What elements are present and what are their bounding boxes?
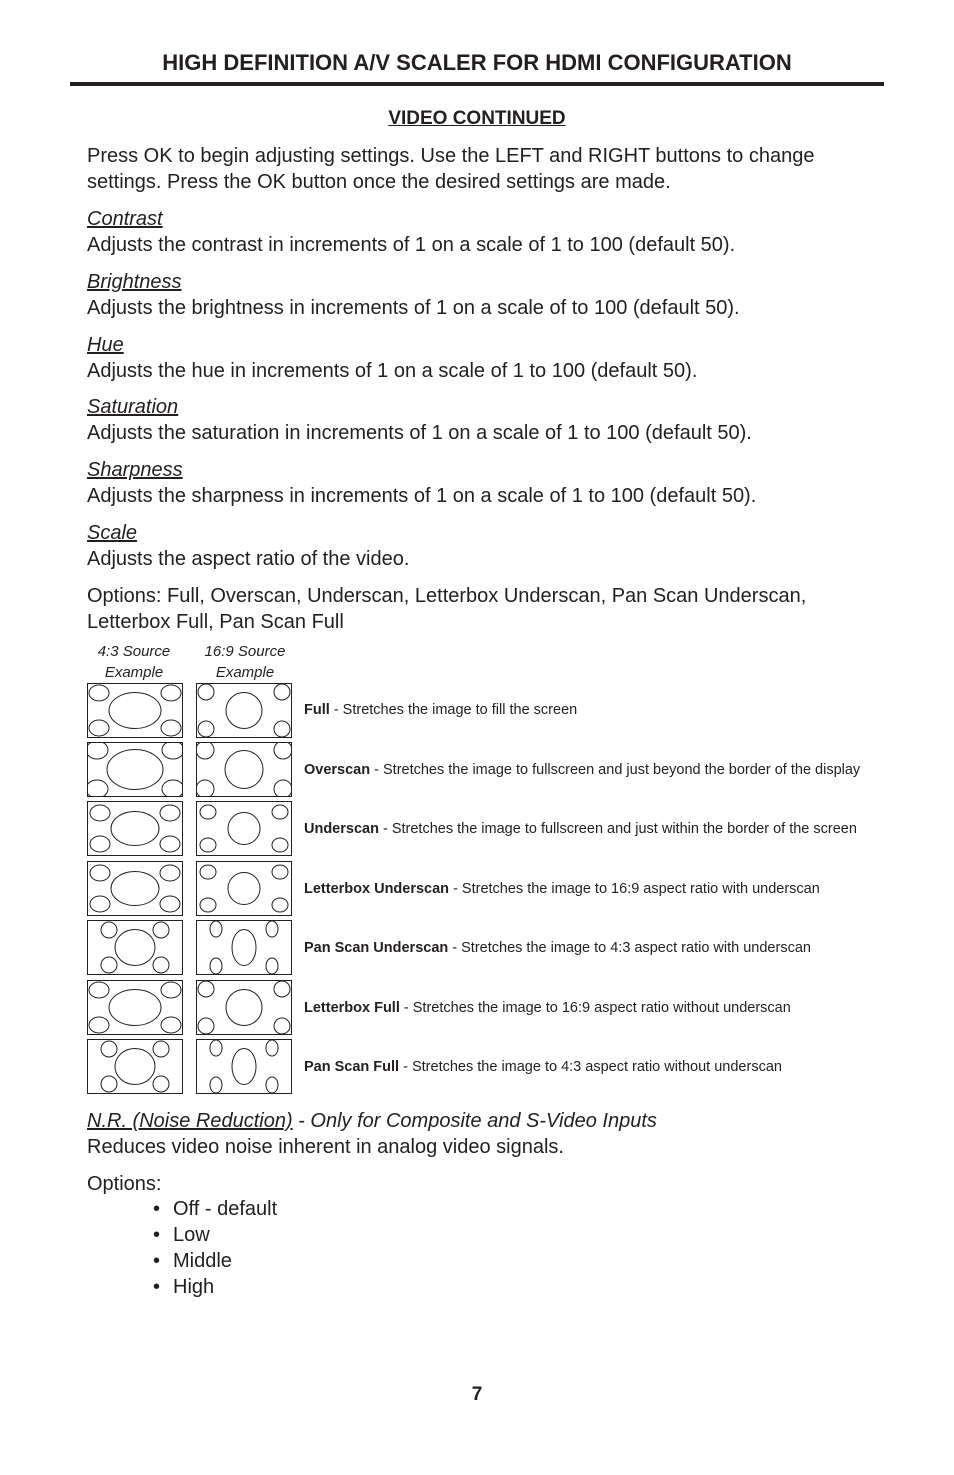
scale-row-text: [304, 821, 857, 837]
scale-row-name: Pan Scan Full: [304, 1059, 400, 1075]
setting-name: Saturation: [87, 396, 179, 418]
corner-circle: [162, 780, 183, 797]
page-number: 7: [471, 1384, 483, 1405]
scale-16x9-thumbnail: [196, 980, 292, 1035]
setting-desc: Adjusts the saturation in increments of 1 on a scale of 1 to 100 (default 50).: [87, 422, 752, 444]
scale-row-text: [304, 881, 820, 897]
scale-row-name: Letterbox Full: [304, 1000, 400, 1016]
corner-circle: [266, 1077, 278, 1093]
corner-circle: [90, 896, 110, 912]
center-circle: [228, 873, 260, 905]
corner-circle: [153, 1076, 169, 1092]
scale-row-desc: - Stretches the image to 16:9 aspect ratio with underscan: [449, 881, 820, 897]
scale-row-text: [304, 1059, 782, 1075]
scale-row-full: [87, 683, 887, 738]
scale-row-desc: - Stretches the image to fullscreen and just beyond the border of the display: [370, 762, 861, 778]
setting-brightness: [87, 269, 887, 321]
scale-row-overscan: [87, 742, 887, 797]
corner-circle: [153, 1041, 169, 1057]
scale-4x3-thumbnail: [87, 920, 183, 975]
thumbnail-frame: [197, 1040, 292, 1094]
center-circle: [109, 990, 161, 1026]
corner-circle: [272, 805, 288, 819]
scale-row-letterbox-underscan: [87, 861, 887, 916]
corner-circle: [266, 1040, 278, 1056]
list-item: • High: [150, 1274, 277, 1300]
corner-circle: [160, 896, 180, 912]
corner-circle: [89, 720, 109, 736]
center-circle: [232, 930, 256, 966]
corner-circle: [200, 898, 216, 912]
corner-circle: [200, 865, 216, 879]
scale-row-text: [304, 940, 811, 956]
scale-row-desc: - Stretches the image to 4:3 aspect ratio with underscan: [448, 940, 811, 956]
scale-16x9-thumbnail: [196, 742, 292, 797]
scale-16x9-thumbnail: [196, 861, 292, 916]
scale-4x3-thumbnail: [87, 801, 183, 856]
corner-circle: [101, 1041, 117, 1057]
corner-circle: [87, 742, 108, 759]
corner-circle: [210, 1077, 222, 1093]
corner-circle: [161, 1017, 181, 1033]
center-circle: [228, 813, 260, 845]
thumbnail-frame: [88, 1040, 183, 1094]
center-circle: [225, 751, 263, 789]
scale-row-name: Overscan: [304, 762, 371, 778]
corner-circle: [198, 684, 214, 700]
scale-options: Options: Full, Overscan, Underscan, Letterbox Underscan, Pan Scan Underscan, Letterbox Full, Pan Scan Full: [87, 585, 807, 633]
setting-name: Sharpness: [87, 459, 183, 481]
corner-circle: [101, 1076, 117, 1092]
corner-circle: [266, 921, 278, 937]
center-circle: [109, 693, 161, 729]
scale-row-text: [304, 1000, 791, 1016]
setting-desc: Adjusts the sharpness in increments of 1 on a scale of 1 to 100 (default 50).: [87, 485, 757, 507]
corner-circle: [87, 780, 108, 797]
center-circle: [226, 693, 262, 729]
diagram-col2-label: [190, 641, 300, 683]
center-circle: [226, 990, 262, 1026]
diagram-col1-label-line1: 4:3 Source: [97, 643, 171, 660]
scale-16x9-thumbnail: [196, 920, 292, 975]
scale-4x3-thumbnail: [87, 1039, 183, 1094]
scale-row-name: Full: [304, 702, 330, 718]
diagram-col2-label-line1: 16:9 Source: [204, 643, 286, 660]
setting-desc: Adjusts the brightness in increments of 1 on a scale of to 100 (default 50).: [87, 297, 740, 319]
corner-circle: [162, 742, 183, 759]
corner-circle: [89, 982, 109, 998]
corner-circle: [272, 865, 288, 879]
setting-name: Hue: [87, 334, 124, 356]
thumbnail-frame: [197, 981, 292, 1035]
corner-circle: [101, 922, 117, 938]
setting-desc: Adjusts the aspect ratio of the video.: [87, 548, 410, 570]
diagram-col1-label: [79, 641, 189, 683]
corner-circle: [89, 1017, 109, 1033]
scale-row-desc: - Stretches the image to 16:9 aspect ratio without underscan: [399, 1000, 791, 1016]
scale-row-underscan: [87, 801, 887, 856]
corner-circle: [266, 958, 278, 974]
setting-name: Scale: [87, 522, 138, 544]
nr-qualifier: - Only for Composite and S-Video Inputs: [292, 1110, 657, 1132]
thumbnail-frame: [88, 862, 183, 916]
nr-desc: Reduces video noise inherent in analog video signals.: [87, 1136, 564, 1158]
section-title: VIDEO CONTINUED: [388, 108, 566, 129]
corner-circle: [274, 981, 290, 997]
nr-title: N.R. (Noise Reduction): [87, 1110, 293, 1132]
corner-circle: [160, 836, 180, 852]
diagram-col2-label-line2: Example: [215, 664, 275, 681]
thumbnail-frame: [197, 684, 292, 738]
header-rule: [70, 82, 884, 86]
setting-name: Contrast: [87, 208, 163, 230]
setting-scale: [87, 520, 887, 572]
corner-circle: [274, 721, 290, 737]
corner-circle: [200, 805, 216, 819]
corner-circle: [274, 742, 292, 759]
nr-heading: [87, 1108, 887, 1134]
corner-circle: [89, 685, 109, 701]
center-circle: [111, 812, 159, 846]
corner-circle: [274, 1018, 290, 1034]
scale-16x9-thumbnail: [196, 1039, 292, 1094]
corner-circle: [272, 838, 288, 852]
corner-circle: [196, 742, 214, 759]
corner-circle: [198, 721, 214, 737]
corner-circle: [196, 780, 214, 797]
corner-circle: [90, 865, 110, 881]
corner-circle: [161, 982, 181, 998]
corner-circle: [161, 720, 181, 736]
setting-noise-reduction: [87, 1108, 887, 1160]
scale-row-letterbox-full: [87, 980, 887, 1035]
corner-circle: [210, 1040, 222, 1056]
scale-16x9-thumbnail: [196, 801, 292, 856]
corner-circle: [210, 921, 222, 937]
nr-options-list: [150, 1196, 277, 1300]
scale-4x3-thumbnail: [87, 742, 183, 797]
scale-row-desc: - Stretches the image to fill the screen: [329, 702, 578, 718]
corner-circle: [153, 957, 169, 973]
corner-circle: [161, 685, 181, 701]
scale-4x3-thumbnail: [87, 861, 183, 916]
corner-circle: [90, 836, 110, 852]
corner-circle: [101, 957, 117, 973]
thumbnail-frame: [88, 921, 183, 975]
thumbnail-frame: [197, 921, 292, 975]
setting-desc: Adjusts the contrast in increments of 1 on a scale of 1 to 100 (default 50).: [87, 234, 736, 256]
list-item: • Low: [150, 1222, 277, 1248]
corner-circle: [210, 958, 222, 974]
setting-name: Brightness: [87, 271, 182, 293]
intro-paragraph: Press OK to begin adjusting settings. Use the LEFT and RIGHT buttons to change settings. Press the OK button once the desired settings are made.: [87, 145, 815, 193]
thumbnail-frame: [197, 862, 292, 916]
list-item: • Middle: [150, 1248, 277, 1274]
corner-circle: [200, 838, 216, 852]
scale-16x9-thumbnail: [196, 683, 292, 738]
corner-circle: [153, 922, 169, 938]
scale-4x3-thumbnail: [87, 980, 183, 1035]
scale-row-text: [304, 762, 860, 778]
scale-row-desc: - Stretches the image to fullscreen and just within the border of the screen: [378, 821, 857, 837]
setting-hue: [87, 332, 887, 384]
scale-4x3-thumbnail: [87, 683, 183, 738]
corner-circle: [272, 898, 288, 912]
center-circle: [107, 750, 163, 790]
center-circle: [115, 1049, 155, 1085]
page-header: HIGH DEFINITION A/V SCALER FOR HDMI CONFIGURATION: [162, 50, 792, 75]
nr-options-label: Options:: [87, 1173, 162, 1195]
list-item: • Off - default: [150, 1196, 277, 1222]
scale-row-name: Letterbox Underscan: [304, 881, 450, 897]
setting-contrast: [87, 206, 887, 258]
center-circle: [115, 930, 155, 966]
corner-circle: [160, 805, 180, 821]
corner-circle: [90, 805, 110, 821]
scale-row-pan-scan-underscan: [87, 920, 887, 975]
setting-desc: Adjusts the hue in increments of 1 on a scale of 1 to 100 (default 50).: [87, 360, 698, 382]
corner-circle: [198, 981, 214, 997]
thumbnail-frame: [197, 802, 292, 856]
setting-sharpness: [87, 457, 887, 509]
corner-circle: [274, 684, 290, 700]
thumbnail-frame: [88, 981, 183, 1035]
thumbnail-frame: [88, 684, 183, 738]
scale-row-name: Pan Scan Underscan: [304, 940, 449, 956]
corner-circle: [198, 1018, 214, 1034]
scale-row-text: [304, 702, 577, 718]
scale-row-pan-scan-full: [87, 1039, 887, 1094]
scale-row-desc: - Stretches the image to 4:3 aspect ratio without underscan: [399, 1059, 782, 1075]
thumbnail-frame: [88, 743, 183, 797]
center-circle: [111, 872, 159, 906]
center-circle: [232, 1049, 256, 1085]
thumbnail-frame: [88, 802, 183, 856]
diagram-col1-label-line2: Example: [104, 664, 164, 681]
setting-saturation: [87, 394, 887, 446]
scale-row-name: Underscan: [304, 821, 379, 837]
corner-circle: [274, 780, 292, 797]
corner-circle: [160, 865, 180, 881]
